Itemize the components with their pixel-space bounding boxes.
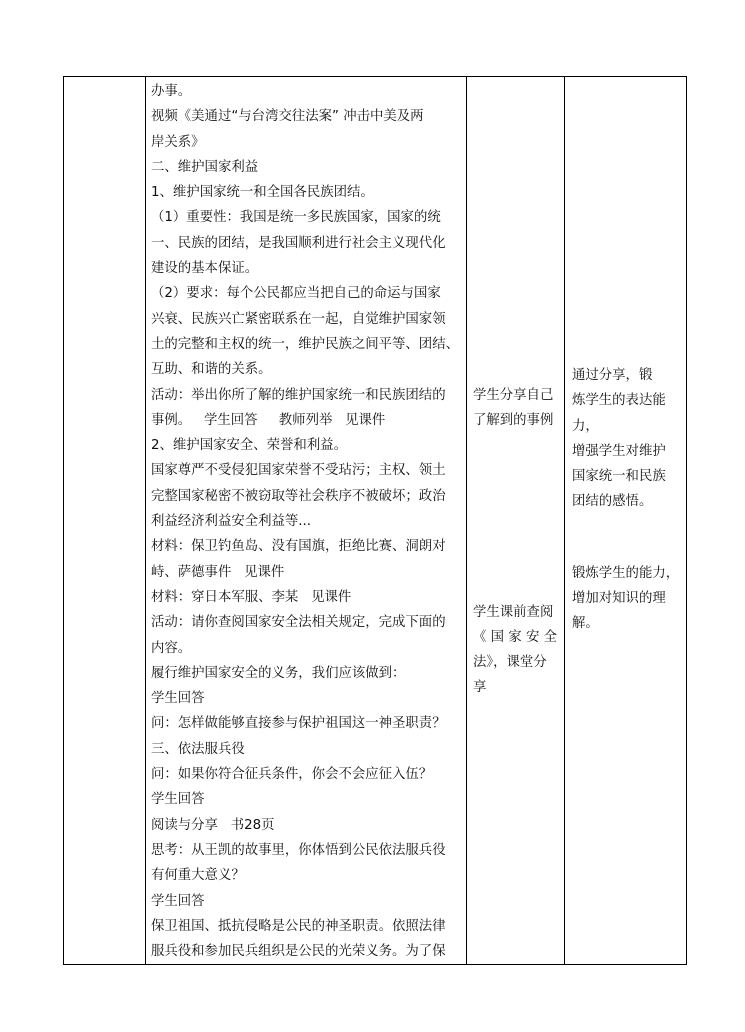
text-line: 了解到的事例 (473, 413, 554, 429)
text-line: 活动：请你查阅国家安全法相关规定，完成下面的 (151, 615, 446, 631)
text-line: 土的完整和主权的统一，维护民族之间平等、团结、 (151, 336, 459, 352)
text-line: 锻炼学生的能力， (572, 565, 680, 581)
text-line: 国家尊严不受侵犯国家荣誉不受玷污；主权、领土 (151, 463, 446, 479)
text-line: 有何重大意义？ (151, 868, 245, 884)
text-line: 完整国家秘密不被窃取等社会秩序不被破坏；政治 (151, 488, 446, 504)
text-line: 视频《美通过“与台湾交往法案” 冲击中美及两 (151, 109, 424, 125)
text-line: 1、维护国家统一和全国各民族团结。 (151, 185, 374, 201)
text-line: 办事。 (151, 84, 192, 99)
text-line: 建设的基本保证。 (151, 261, 259, 277)
text-line: 问：如果你符合征兵条件，你会不会应征入伍？ (151, 767, 433, 783)
text-line: 互助、和谐的关系。 (151, 362, 272, 378)
text-line: 学生回答 (151, 792, 205, 808)
student-activity-research (473, 600, 559, 701)
text-line: 兴衰、民族兴亡紧密联系在一起，自觉维护国家领 (151, 311, 446, 327)
table-row (64, 77, 687, 965)
text-line: 岸关系》 (151, 134, 205, 150)
text-line: 通过分享，锻 (572, 368, 653, 383)
text-line: 法》，课堂分 (473, 655, 547, 671)
student-activity-cell (467, 77, 565, 965)
text-line: 内容。 (151, 640, 192, 656)
text-line: 炼学生的表达能力， (572, 393, 666, 434)
text-line: 国家统一和民族 (572, 469, 666, 485)
text-line: 材料：穿日本军服、李某 见课件 (151, 589, 352, 605)
student-activity-column (467, 77, 564, 701)
lesson-plan-table (63, 76, 687, 965)
text-line: 活动：举出你所了解的维护国家统一和民族团结的 (151, 387, 446, 403)
teaching-process-cell (146, 77, 467, 965)
text-line: 问：怎样做能够直接参与保护祖国这一神圣职责？ (151, 716, 446, 732)
design-intent-column (565, 77, 686, 637)
text-line: 《 国 家 安 全 (473, 629, 557, 645)
text-line: 解。 (572, 616, 599, 632)
text-line: 三、依法服兵役 (151, 741, 245, 757)
text-line: 增强学生对维护 (572, 443, 666, 459)
text-line: 学生回答 (151, 691, 205, 707)
text-line: （1）重要性：我国是统一多民族国家，国家的统 (151, 210, 441, 226)
text-line: 思考：从王凯的故事里，你体悟到公民依法服兵役 (151, 842, 446, 858)
design-intent-expression (572, 363, 681, 515)
text-line: 事例。 学生回答 教师列举 见课件 (151, 412, 386, 428)
text-line: 一、民族的团结，是我国顺利进行社会主义现代化 (151, 235, 446, 251)
text-line: 学生回答 (151, 893, 205, 909)
design-intent-cell (565, 77, 687, 965)
text-line: 服兵役和参加民兵组织是公民的光荣义务。为了保 (151, 944, 446, 960)
text-line: 学生课前查阅 (473, 604, 554, 620)
student-activity-share (473, 383, 559, 434)
text-line: 材料：保卫钓鱼岛、没有国旗，拒绝比赛、洞朗对 (151, 539, 446, 555)
text-line: 享 (473, 680, 487, 696)
text-line: 二、维护国家利益 (151, 159, 259, 175)
teaching-process-text (146, 77, 466, 964)
text-line: 增加对知识的理 (572, 591, 666, 607)
text-line: 利益经济利益安全利益等... (151, 514, 312, 530)
text-line: 保卫祖国、抵抗侵略是公民的神圣职责。依照法律 (151, 918, 446, 934)
text-line: 团结的感悟。 (572, 494, 653, 510)
design-intent-ability (572, 561, 681, 637)
text-line: 学生分享自己 (473, 388, 554, 403)
text-line: （2）要求：每个公民都应当把自己的命运与国家 (151, 286, 441, 302)
text-line: 峙、萨德事件 见课件 (151, 564, 285, 580)
text-line: 2、维护国家安全、荣誉和利益。 (151, 438, 347, 454)
text-line: 阅读与分享 书28页 (151, 817, 275, 833)
blank-cell (64, 77, 146, 965)
text-line: 履行维护国家安全的义务，我们应该做到： (151, 665, 406, 681)
